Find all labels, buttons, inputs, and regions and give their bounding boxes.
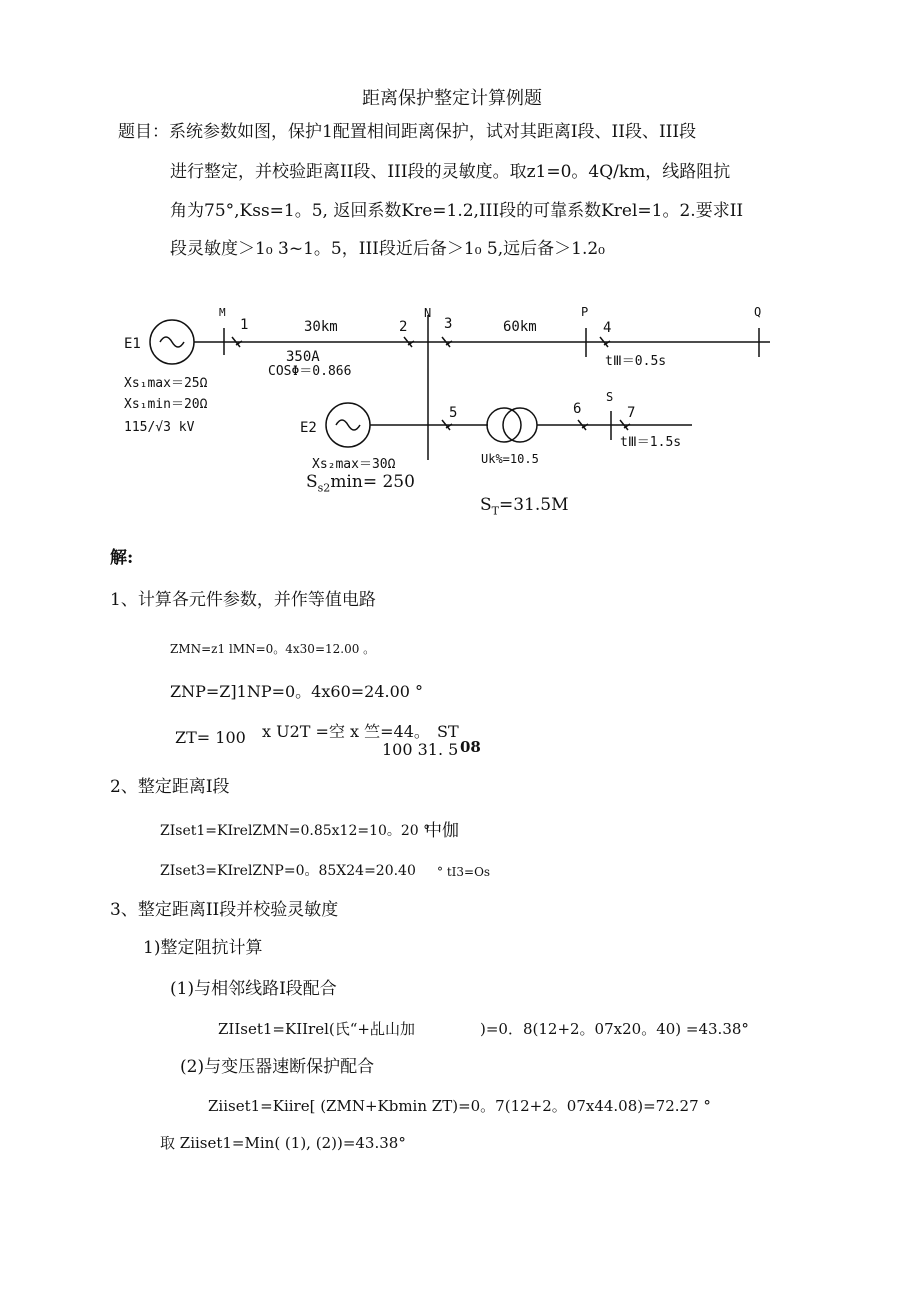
step-2-heading: 2、整定距离I段 bbox=[110, 777, 230, 797]
st-rating bbox=[480, 497, 569, 516]
st-value: =31.5M bbox=[499, 495, 569, 515]
mn-length: 30km bbox=[304, 319, 338, 335]
znp-formula: ZNP=Z]1NP=0。4x60=24.00 ° bbox=[170, 682, 424, 701]
zii2-formula: Ziiset1=Kiire[ (ZMN+Kbmin ZT)=0。7(12+2。07x44.08)=72.27 ° bbox=[208, 1097, 711, 1115]
node-4-label: 4 bbox=[603, 320, 612, 336]
xs1max: Xs₁max＝25Ω bbox=[124, 376, 208, 391]
problem-line-2: 进行整定，并校验距离II段、III段的灵敏度。取z1=0。4Q/km，线路阻抗 bbox=[170, 162, 731, 182]
t4-time: tⅢ＝0.5s bbox=[605, 354, 667, 369]
node-1-label: 1 bbox=[240, 317, 249, 333]
zmn-formula: ZMN=z1 lMN=0。4x30=12.00 。 bbox=[170, 642, 376, 656]
page-title: 距离保护整定计算例题 bbox=[362, 88, 542, 109]
zii1-formula: ZIIset1=KIIrel(氏“+乩山加 bbox=[218, 1020, 415, 1038]
zt-st: ST bbox=[437, 722, 459, 741]
power-factor: COSΦ＝0.866 bbox=[268, 364, 352, 379]
bus-n-label: N bbox=[424, 306, 432, 320]
st-sub: T bbox=[491, 504, 499, 518]
zt-lhs: ZT= 100 bbox=[175, 728, 246, 747]
e1-label: E1 bbox=[124, 336, 141, 352]
xs1min: Xs₁min＝20Ω bbox=[124, 397, 208, 412]
ss2min-value: min= 250 bbox=[330, 472, 415, 492]
xs2max: Xs₂max＝30Ω bbox=[312, 457, 396, 472]
transformer-uk: Uk%=10.5 bbox=[481, 452, 539, 466]
problem-line-1: 题目：系统参数如图，保护1配置相间距离保护，试对其距离I段、II段、III段 bbox=[118, 122, 697, 142]
zset3-note: ° tI3=Os bbox=[437, 865, 491, 879]
node-2-label: 2 bbox=[399, 319, 408, 335]
load-current: 350A bbox=[286, 349, 320, 365]
step-3-1: 1)整定阻抗计算 bbox=[143, 938, 263, 958]
np-length: 60km bbox=[503, 319, 537, 335]
zset3-formula: ZIset3=KIrelZNP=0。85X24=20.40 bbox=[160, 863, 416, 879]
bus-s-label: S bbox=[606, 390, 614, 404]
problem-line-4: 段灵敏度＞1₀ 3~1。5，III段近后备＞1₀ 5,远后备＞1.2₀ bbox=[170, 239, 605, 259]
bus-m-label: M bbox=[219, 306, 226, 319]
step-1-heading: 1、计算各元件参数，并作等值电路 bbox=[110, 590, 376, 610]
e2-label: E2 bbox=[300, 420, 317, 436]
zt-middle: x U2T =空 x 竺=44。 bbox=[262, 722, 430, 741]
zset1-note: 中伽 bbox=[425, 821, 459, 841]
ss2min-symbol: S bbox=[306, 472, 318, 492]
ss2min bbox=[306, 474, 415, 493]
node-7-label: 7 bbox=[627, 405, 636, 421]
system-diagram bbox=[0, 295, 920, 535]
st-symbol: S bbox=[480, 495, 492, 515]
node-3-label: 3 bbox=[444, 316, 453, 332]
bus-q-label: Q bbox=[754, 305, 762, 319]
zt-result: 08 bbox=[460, 738, 481, 756]
zset1-formula: ZIset1=KIrelZMN=0.85x12=10。20 ° bbox=[160, 823, 431, 839]
node-6-label: 6 bbox=[573, 401, 582, 417]
step-3-1a: (1)与相邻线路I段配合 bbox=[170, 979, 337, 999]
take-min-formula: 取 Ziiset1=Min( (1), (2))=43.38° bbox=[160, 1134, 406, 1152]
voltage: 115/√3 kV bbox=[124, 420, 195, 435]
zii1-result: )=0．8(12+2。07x20。40) =43.38° bbox=[480, 1020, 749, 1038]
bus-p-label: P bbox=[581, 305, 589, 319]
zt-denominator: 100 31. 5 bbox=[382, 740, 459, 759]
problem-line-3: 角为75°,Kss=1。5, 返回系数Kre=1.2,III段的可靠系数Krel=1。2.要求II bbox=[170, 201, 744, 221]
step-3-heading: 3、整定距离II段并校验灵敏度 bbox=[110, 900, 339, 920]
node-5-label: 5 bbox=[449, 405, 458, 421]
solution-heading: 解: bbox=[110, 548, 134, 568]
ss2min-sub: s2 bbox=[317, 481, 331, 495]
step-3-1b: (2)与变压器速断保护配合 bbox=[180, 1057, 375, 1077]
t7-time: tⅢ＝1.5s bbox=[620, 435, 682, 450]
